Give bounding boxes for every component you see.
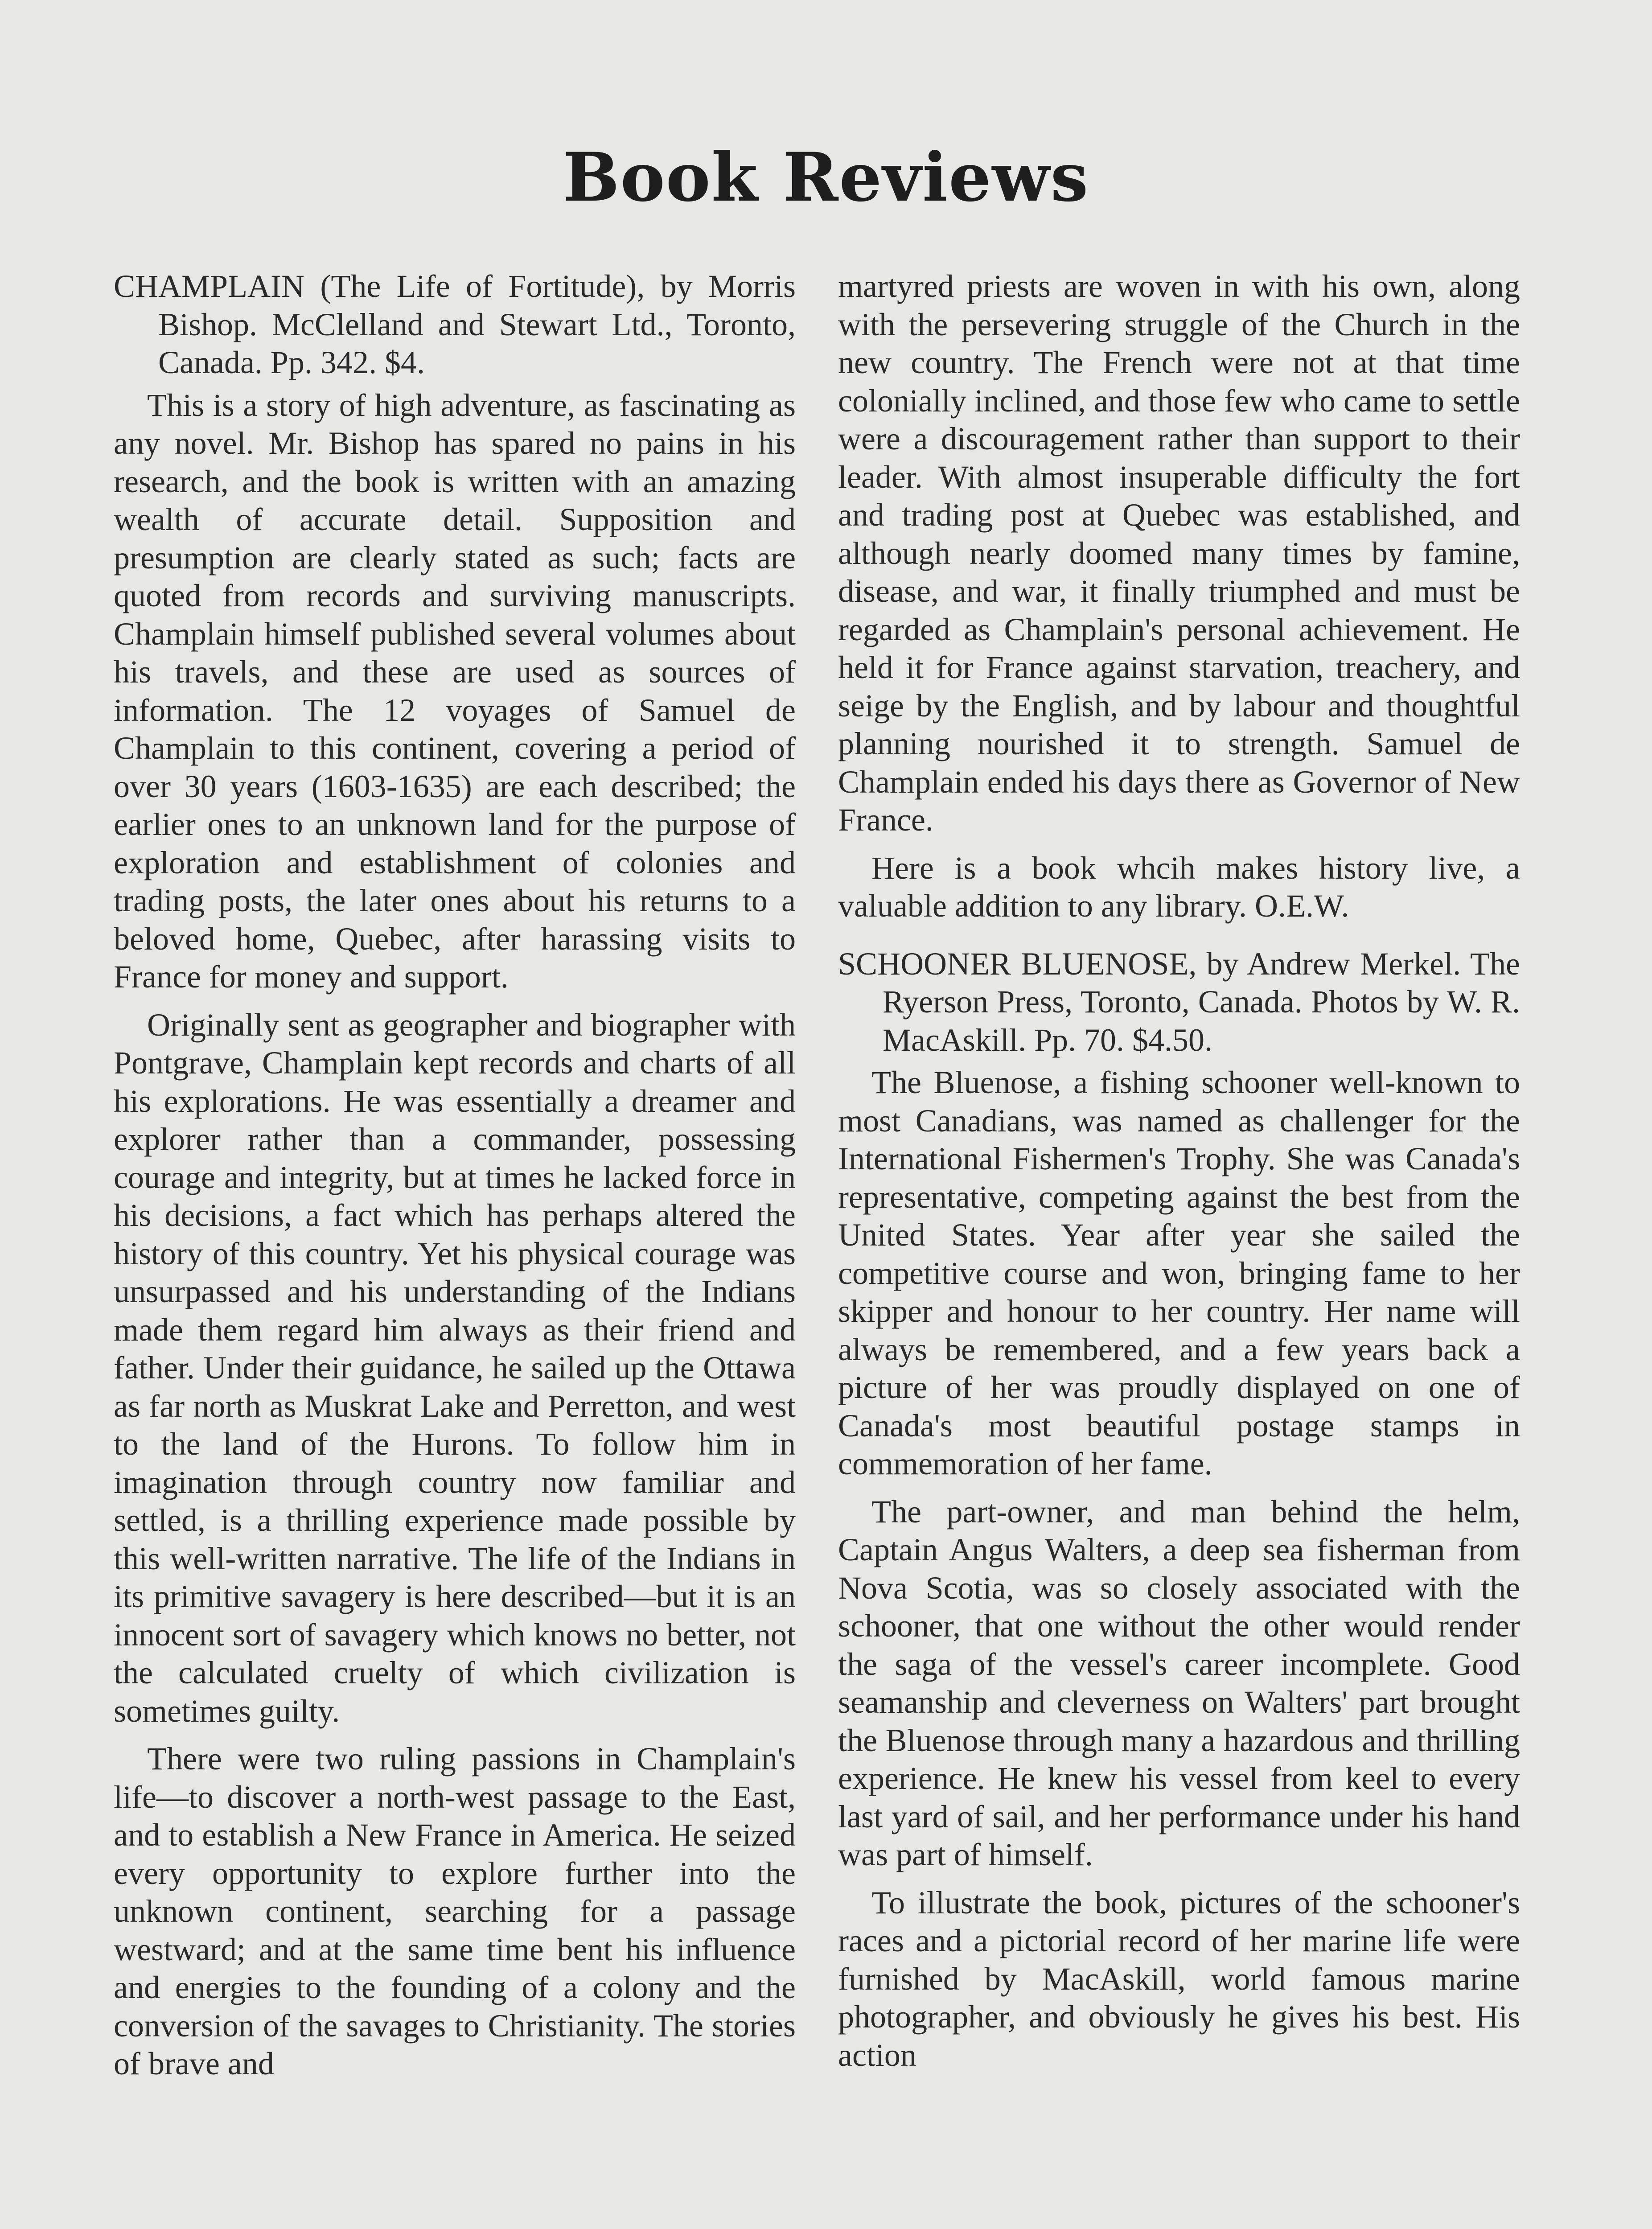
- page-title: Book Reviews: [563, 138, 1089, 217]
- left-column: [114, 267, 796, 2093]
- review-paragraph: To illustrate the book, pictures of the schooner's races and a pictorial record of her marine life were furnished by MacAskill, world famous marine photographer, and obviously he gives his best. His action: [838, 1884, 1520, 2073]
- review-paragraph: There were two ruling passions in Champlain's life—to discover a north-west passage to the East, and to establish a New France in America. He seized every opportunity to explore further into the unknown continent, searching for a passage westward; and at the same time bent his influence and energies to the founding of a colony and the conversion of the savages to Christianity. The stories of brave and: [114, 1741, 796, 2081]
- review-citation-bluenose: SCHOONER BLUENOSE, by Andrew Merkel. The Ryerson Press, Toronto, Canada. Photos by W. R. MacAskill. Pp. 70. $4.50.: [838, 946, 1520, 1058]
- review-citation-champlain: CHAMPLAIN (The Life of Fortitude), by Morris Bishop. McClelland and Stewart Ltd., Toronto, Canada. Pp. 342. $4.: [114, 268, 796, 380]
- review-paragraph-continued: martyred priests are woven in with his own, along with the persevering struggle of the Church in the new country. The French were not at that time colonially inclined, and those few who came to settle were a discouragement rather than support to their leader. With almost insuperable difficulty the fort and trading post at Quebec was established, and although nearly doomed many times by famine, disease, and war, it finally triumphed and must be regarded as Champlain's personal achievement. He held it for France against starvation, treachery, and seige by the English, and by labour and thoughtful planning nourished it to strength. Samuel de Champlain ended his days there as Governor of New France.: [838, 268, 1520, 838]
- section-spacer: [838, 935, 1520, 945]
- review-paragraph: Originally sent as geographer and biographer with Pontgrave, Champlain kept records and charts of all his explorations. He was essentially a dreamer and explorer rather than a commander, possessing courage and integrity, but at times he lacked force in his decisions, a fact which has perhaps altered the history of this country. Yet his physical courage was unsurpassed and his understanding of the Indians made them regard him always as their friend and father. Under their guidance, he sailed up the Ottawa as far north as Muskrat Lake and Perretton, and west to the land of the Hurons. To follow him in imagination through country now familiar and settled, is a thrilling experience made possible by this well-written narrative. The life of the Indians in its primitive savagery is here described—but it is an innocent sort of savagery which knows no better, not the calculated cruelty of which civilization is sometimes guilty.: [114, 1007, 796, 1729]
- review-paragraph: The Bluenose, a fishing schooner well-known to most Canadians, was named as challenger for the International Fishermen's Trophy. She was Canada's representative, competing against the best from the United States. Year after year she sailed the competitive course and won, bringing fame to her skipper and honour to her country. Her name will always be remembered, and a few years back a picture of her was proudly displayed on one of Canada's most beautiful postage stamps in commemoration of her fame.: [838, 1065, 1520, 1481]
- right-column: [838, 267, 1520, 2084]
- review-paragraph: The part-owner, and man behind the helm, Captain Angus Walters, a deep sea fisherman from Nova Scotia, was so closely associated with the schooner, that one without the other would render the saga of the vessel's career incomplete. Good seamanship and cleverness on Walters' part brought the Bluenose through many a hazardous and thrilling experience. He knew his vessel from keel to every last yard of sail, and her performance under his hand was part of himself.: [838, 1493, 1520, 1872]
- review-paragraph: This is a story of high adventure, as fascinating as any novel. Mr. Bishop has spared no pains in his research, and the book is written with an amazing wealth of accurate detail. Supposition and presumption are clearly stated as such; facts are quoted from records and surviving manuscripts. Champlain himself published several volumes about his travels, and these are used as sources of information. The 12 voyages of Samuel de Champlain to this continent, covering a period of over 30 years (1603-1635) are each described; the earlier ones to an unknown land for the purpose of exploration and establishment of colonies and trading posts, the later ones about his returns to a beloved home, Quebec, after harassing visits to France for money and support.: [114, 387, 796, 995]
- review-paragraph: Here is a book whcih makes history live, a valuable addition to any library. O.E.W.: [838, 850, 1520, 924]
